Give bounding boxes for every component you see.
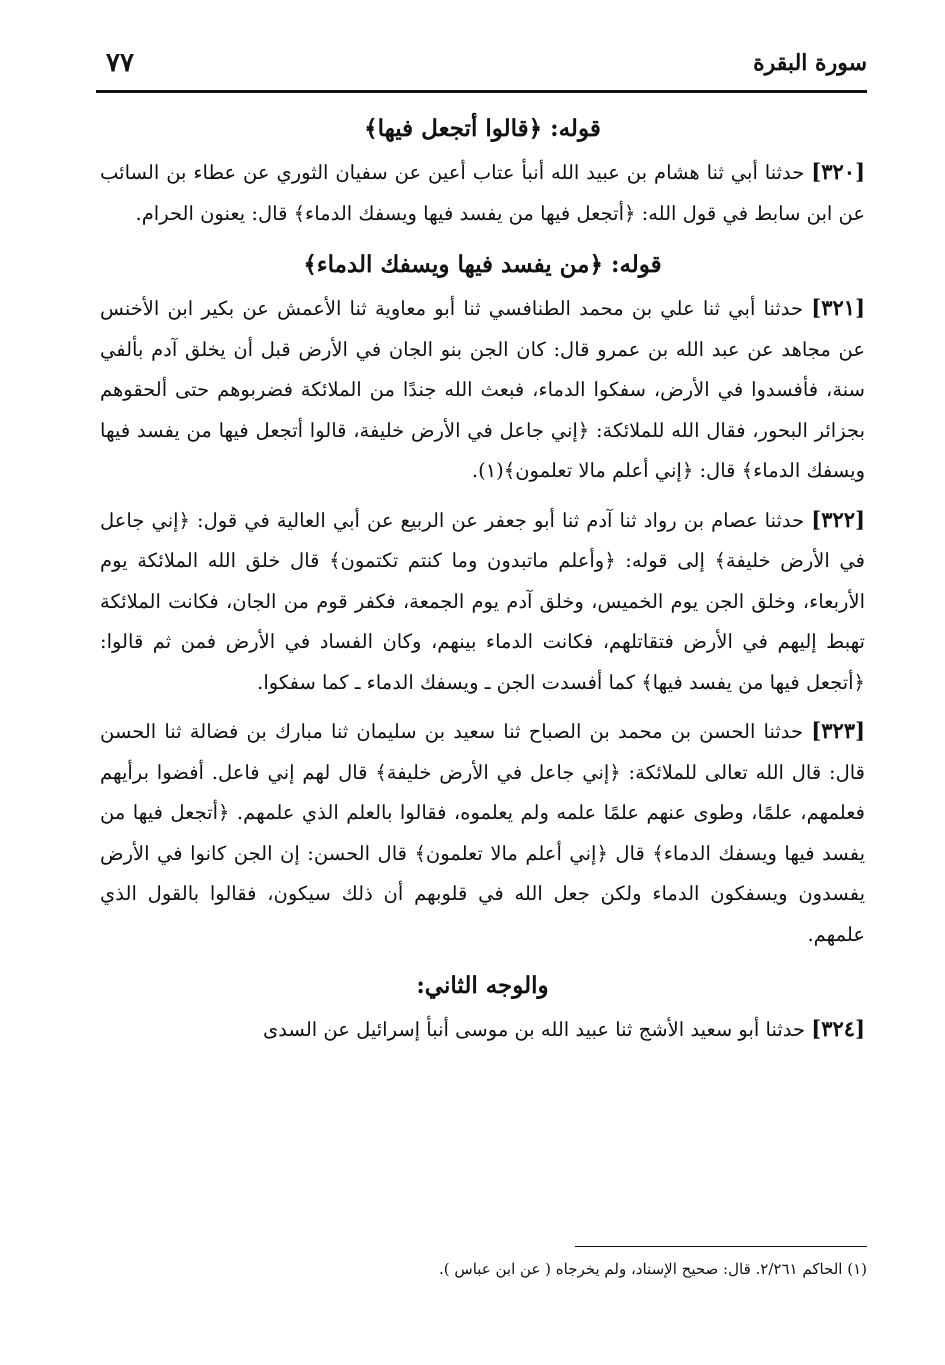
narration-text: حدثنا عصام بن رواد ثنا آدم ثنا أبو جعفر عن الربيع عن أبي العالية في قول: ﴿إني جاعل في الأرض خليفة﴾ إلى قوله: ﴿وأعلم ماتبدون وما كنتم تكتمون﴾ قال خلق الله الملائكة يوم الأربعاء، وخلق الجن يوم الخميس، وخلق آدم يوم الجمعة، فكفر قوم من الجان، فكانت الملائكة تهبط إليهم في الأرض فتقاتلهم، فكانت الدماء بينهم، وكان الفساد في الأرض فمن ثم قالوا: ﴿أتجعل فيها من يفسد فيها﴾ كما أفسدت الجن ـ ويسفك الدماء ـ كما سفكوا. xyxy=(100,508,865,694)
narration-324 xyxy=(100,1009,865,1051)
section-heading: قوله: ﴿قالوا أتجعل فيها﴾ xyxy=(364,115,601,142)
narration-text: حدثنا أبي ثنا علي بن محمد الطنافسي ثنا أبو معاوية ثنا الأعمش عن بكير ابن الأخنس عن مجاهد عن عبد الله بن عمرو قال: كان الجن بنو الجان في الأرض قبل أن يخلق آدم بألفي سنة، فأفسدوا في الأرض، سفكوا الدماء، فبعث الله جندًا من الملائكة فضربوهم حتى ألحقوهم بجزائر البحور، فقال الله للملائكة: ﴿إني جاعل في الأرض خليفة، قالوا أتجعل فيها من يفسد فيها ويسفك الدماء﴾ قال: ﴿إني أعلم مالا تعلمون﴾(١). xyxy=(100,297,865,482)
narration-number: [٣٢٣] xyxy=(811,718,865,743)
narration-number: [٣٢٢] xyxy=(811,506,865,532)
narration-322 xyxy=(100,500,865,704)
narration-323 xyxy=(100,711,865,955)
narration-text: حدثنا أبو سعيد الأشج ثنا عبيد الله بن موسى أنبأ إسرائيل عن السدى xyxy=(262,1018,812,1041)
narration-text: حدثنا الحسن بن محمد بن الصباح ثنا سعيد بن سليمان ثنا مبارك بن فضالة ثنا الحسن قال: قال الله تعالى للملائكة: ﴿إني جاعل في الأرض خليفة﴾ قال لهم إني فاعل. أفضوا برأيهم فعلمهم، علمًا، وطوى عنهم علمًا علمه ولم يعلموه، فقالوا بالعلم الذي علمهم. ﴿أتجعل فيها من يفسد فيها ويسفك الدماء﴾ قال ﴿إني أعلم مالا تعلمون﴾ قال الحسن: إن الجن كانوا في الأرض يفسدون ويسفكون الدماء ولكن جعل الله في قلوبهم أن ذلك سيكون، فقالوا بالقول الذي علمهم. xyxy=(100,720,865,946)
narration-text: حدثنا أبي ثنا هشام بن عبيد الله أنبأ عتاب أعين عن سفيان الثوري عن عطاء بن السائب عن ابن سابط في قول الله: ﴿أتجعل فيها من يفسد فيها ويسفك الدماء﴾ قال: يعنون الحرام. xyxy=(100,161,865,225)
narration-number: [٣٢٠] xyxy=(811,159,865,184)
narration-320 xyxy=(100,152,865,234)
footnote: (١) الحاكم ٢/٢٦١. قال: صحيح الإسناد، ولم يخرجاه ( عن ابن عباس ). xyxy=(439,1260,867,1278)
page-body xyxy=(100,106,865,1059)
section-heading: قوله: ﴿من يفسد فيها ويسفك الدماء﴾ xyxy=(303,251,662,278)
surah-title: سورة البقرة xyxy=(753,50,867,76)
page-number: ٧٧ xyxy=(106,48,134,78)
narration-321 xyxy=(100,288,865,492)
page-header xyxy=(96,46,867,93)
section-heading: والوجه الثاني: xyxy=(416,972,549,999)
narration-number: [٣٢١] xyxy=(811,295,865,320)
footnote-divider xyxy=(575,1246,867,1247)
narration-number: [٣٢٤] xyxy=(811,1016,865,1041)
